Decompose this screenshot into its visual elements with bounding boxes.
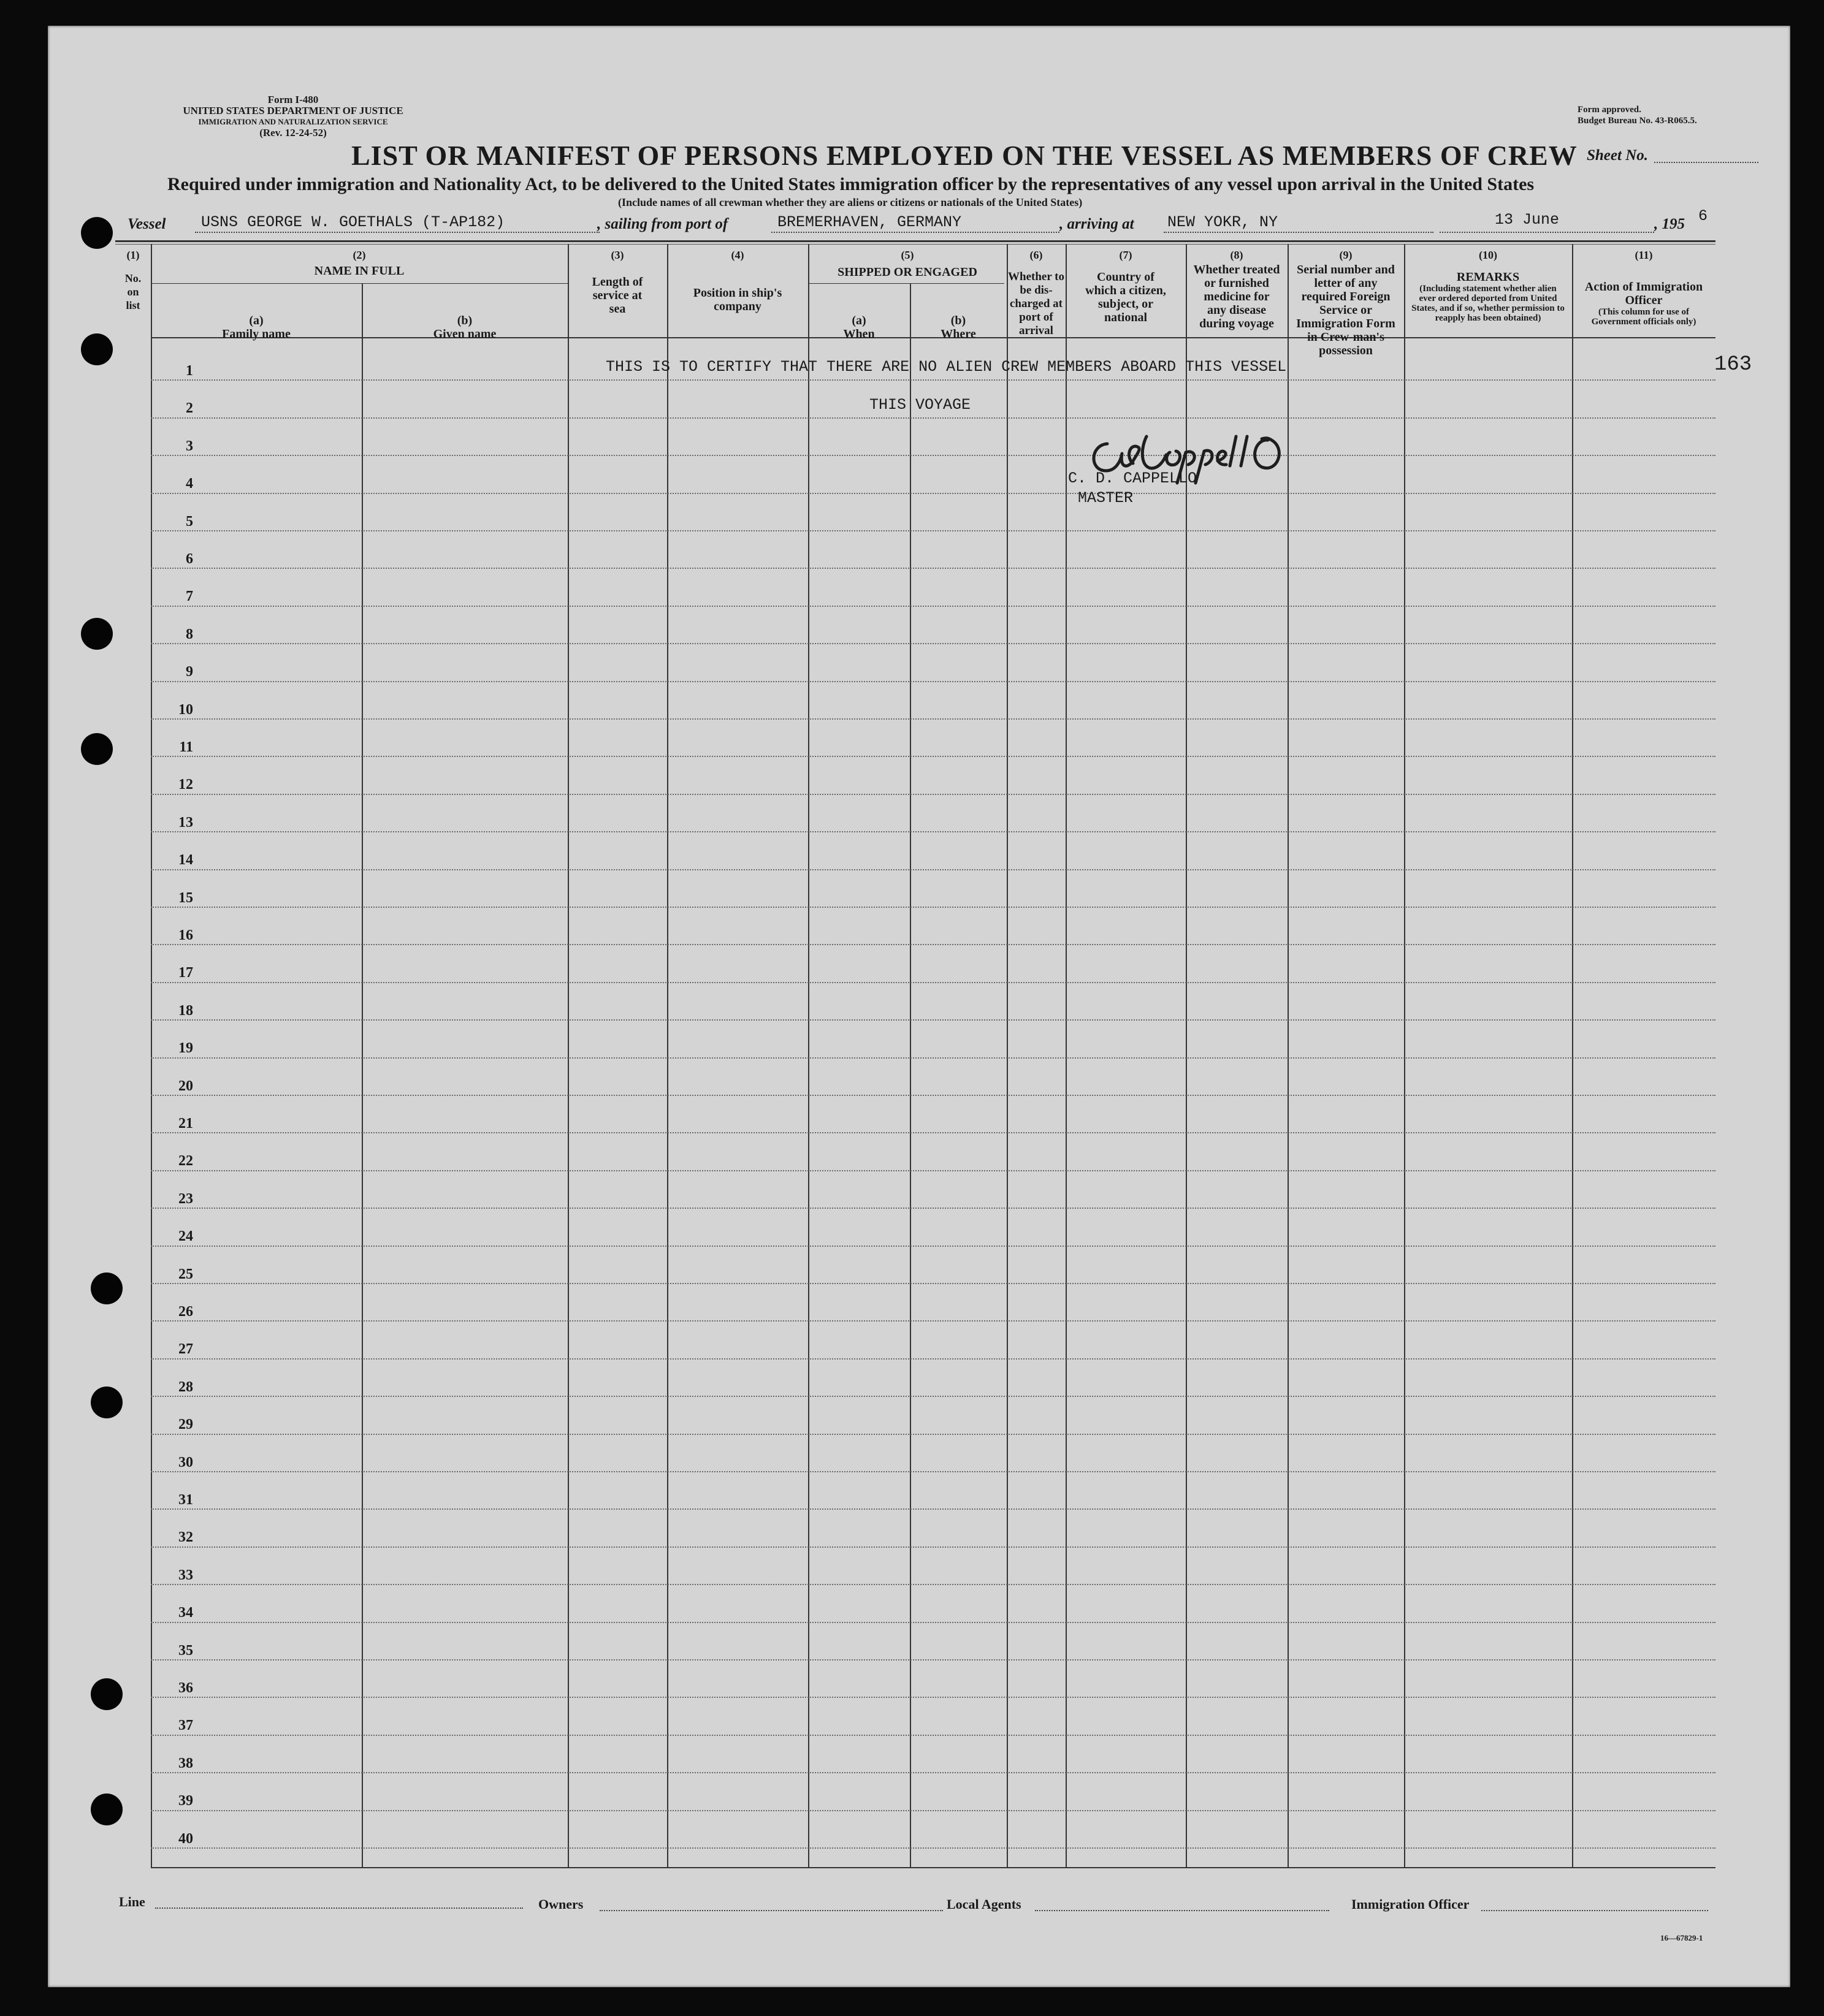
- row-rule: [151, 1622, 1715, 1623]
- print-code: 16—67829-1: [1660, 1933, 1703, 1942]
- row-number: 1: [186, 363, 193, 379]
- row-rule: [151, 417, 1715, 419]
- row-rule: [151, 982, 1715, 983]
- punch-hole: [81, 333, 113, 365]
- punch-hole: [91, 1793, 123, 1825]
- footer-immigration-officer-field: [1481, 1910, 1708, 1911]
- row-rule: [151, 1434, 1715, 1435]
- year-suffix: 6: [1698, 207, 1708, 225]
- row-rule: [151, 1772, 1715, 1773]
- row-number: 2: [186, 400, 193, 417]
- col-5b-header: (b) Where: [941, 314, 976, 341]
- row-number: 18: [178, 1002, 193, 1019]
- row-rule: [151, 1584, 1715, 1585]
- shipped-subheader-rule: [808, 283, 1004, 284]
- col-7-header: (7) Country of which a citizen, subject, or national: [1085, 249, 1166, 324]
- col-rule: [1066, 244, 1067, 1867]
- row-number: 5: [186, 513, 193, 530]
- row-number: 25: [178, 1266, 193, 1282]
- page-title: LIST OR MANIFEST OF PERSONS EMPLOYED ON THE VESSEL AS MEMBERS OF CREW: [351, 140, 1578, 171]
- name-subheader-rule: [151, 283, 568, 284]
- row-number: 9: [186, 664, 193, 680]
- sheet-no-line: [1654, 162, 1758, 163]
- row-rule: [151, 1847, 1715, 1849]
- voyage-text: THIS VOYAGE: [869, 396, 971, 414]
- row-rule: [151, 1546, 1715, 1548]
- row-number: 39: [178, 1793, 193, 1809]
- col-4-header: (4) Position in ship's company: [693, 249, 782, 313]
- col-11-header: (11) Action of Immigration Officer (This column for use of Government officials only): [1584, 249, 1703, 327]
- row-rule: [151, 1170, 1715, 1171]
- manifest-sheet: [48, 26, 1790, 1987]
- row-rule: [151, 1735, 1715, 1736]
- row-rule: [151, 756, 1715, 757]
- row-rule: [151, 530, 1715, 531]
- col-rule: [1404, 244, 1405, 1867]
- table-top-rule: [115, 240, 1715, 242]
- table-top-rule-thin: [115, 244, 1715, 245]
- arriving-label: , arriving at: [1059, 216, 1134, 232]
- footer-owners-label: Owners: [538, 1896, 584, 1912]
- row-rule: [151, 1358, 1715, 1360]
- footer-immigration-officer-label: Immigration Officer: [1351, 1896, 1470, 1912]
- arriving-value: NEW YOKR, NY: [1167, 213, 1278, 231]
- col-rule: [1288, 244, 1289, 1867]
- row-rule: [151, 1471, 1715, 1472]
- col-rule: [667, 244, 668, 1867]
- row-rule: [151, 1132, 1715, 1133]
- col-6-header: (6) Whether to be dis-charged at port of arrival: [1008, 249, 1064, 337]
- col-2a-header: (a) Family name: [222, 314, 291, 341]
- row-number: 20: [178, 1078, 193, 1094]
- row-number: 13: [178, 814, 193, 831]
- row-number: 40: [178, 1830, 193, 1847]
- department: UNITED STATES DEPARTMENT OF JUSTICE: [183, 105, 403, 116]
- row-number: 22: [178, 1153, 193, 1170]
- col-5-header: (5) SHIPPED OR ENGAGED: [838, 249, 977, 279]
- row-rule: [151, 1095, 1715, 1096]
- row-number: 31: [178, 1492, 193, 1508]
- row-number: 3: [186, 438, 193, 454]
- row-number: 17: [178, 965, 193, 981]
- row-number: 26: [178, 1304, 193, 1320]
- sailing-label: , sailing from port of: [597, 216, 728, 232]
- row-rule: [151, 1810, 1715, 1811]
- year-prefix: , 195: [1654, 216, 1685, 232]
- form-number: Form I-480: [267, 94, 319, 105]
- col-rule: [151, 244, 152, 1867]
- col-rule: [568, 244, 569, 1867]
- form-approved: Form approved.: [1578, 105, 1641, 115]
- certify-text: THIS IS TO CERTIFY THAT THERE ARE NO ALIEN CREW MEMBERS ABOARD THIS VESSEL: [606, 358, 1287, 376]
- row-number: 32: [178, 1529, 193, 1546]
- sailing-underline: [771, 232, 1059, 233]
- punch-hole: [91, 1386, 123, 1418]
- row-rule: [151, 643, 1715, 644]
- row-number: 23: [178, 1190, 193, 1207]
- col-rule: [1572, 244, 1573, 1867]
- date-value: 13 June: [1495, 211, 1560, 229]
- col-10-header: (10) REMARKS (Including statement whether alien ever ordered deported from United States, and if so, whether permission to reapply has been obtained): [1411, 249, 1565, 323]
- row-number: 24: [178, 1228, 193, 1245]
- vessel-value: USNS GEORGE W. GOETHALS (T-AP182): [201, 213, 505, 231]
- row-number: 15: [178, 889, 193, 906]
- row-number: 16: [178, 927, 193, 943]
- row-number: 21: [178, 1116, 193, 1132]
- row-number: 38: [178, 1755, 193, 1771]
- row-number: 14: [178, 852, 193, 869]
- sheet-no-label: Sheet No.: [1587, 147, 1648, 164]
- row-number: 10: [178, 701, 193, 718]
- row-rule: [151, 1508, 1715, 1510]
- row-rule: [151, 718, 1715, 720]
- required-text: Required under immigration and Nationality Act, to be delivered to the United States immigration officer by the representatives of any vessel upon arrival in the United States: [167, 174, 1535, 194]
- row-rule: [151, 455, 1715, 456]
- col-rule: [910, 283, 911, 1867]
- col-rule: [362, 283, 363, 1867]
- row-number: 35: [178, 1642, 193, 1659]
- punch-hole: [81, 217, 113, 249]
- col-9-header: (9) Serial number and letter of any required Foreign Service or Immigration Form in Crew-man's possession: [1296, 249, 1395, 357]
- row-rule: [151, 1057, 1715, 1059]
- table-bottom-rule: [151, 1867, 1715, 1868]
- row-rule: [151, 1697, 1715, 1698]
- include-text: (Include names of all crewman whether they are aliens or citizens or nationals of the United States): [618, 196, 1083, 208]
- row-number: 27: [178, 1341, 193, 1358]
- col-3-header: (3) Length of service at sea: [592, 249, 643, 316]
- row-number: 30: [178, 1454, 193, 1470]
- col-rule: [1186, 244, 1187, 1867]
- row-number: 4: [186, 476, 193, 492]
- row-number: 33: [178, 1567, 193, 1583]
- vessel-label: Vessel: [128, 216, 166, 232]
- row-number: 37: [178, 1717, 193, 1734]
- row-number: 34: [178, 1605, 193, 1621]
- row-rule: [151, 944, 1715, 945]
- row-rule: [151, 1396, 1715, 1397]
- date-underline: [1440, 232, 1654, 233]
- row-rule: [151, 606, 1715, 607]
- service: IMMIGRATION AND NATURALIZATION SERVICE: [198, 117, 388, 126]
- punch-hole: [81, 618, 113, 650]
- punch-hole: [91, 1678, 123, 1710]
- col-2-header: (2) NAME IN FULL: [314, 249, 405, 278]
- vessel-underline: [195, 232, 600, 233]
- row-number: 7: [186, 588, 193, 605]
- row-rule: [151, 907, 1715, 908]
- row-rule: [151, 1019, 1715, 1021]
- row-rule: [151, 681, 1715, 682]
- revision: (Rev. 12-24-52): [259, 127, 327, 139]
- row-rule: [151, 1208, 1715, 1209]
- col-5a-header: (a) When: [843, 314, 875, 341]
- row-number: 36: [178, 1680, 193, 1696]
- footer-local-agents-label: Local Agents: [947, 1896, 1021, 1912]
- col-rule: [808, 244, 809, 1867]
- arriving-underline: [1164, 232, 1433, 233]
- row-rule: [151, 568, 1715, 569]
- row-number: 28: [178, 1379, 193, 1395]
- row-rule: [151, 379, 1715, 381]
- row-number: 6: [186, 551, 193, 567]
- form-meta-right: [1578, 104, 1697, 126]
- row-rule: [151, 831, 1715, 832]
- punch-hole: [81, 733, 113, 765]
- footer-line-label: Line: [119, 1894, 145, 1909]
- sailing-value: BREMERHAVEN, GERMANY: [777, 213, 962, 231]
- row-rule: [151, 1659, 1715, 1660]
- master-title: MASTER: [1078, 489, 1134, 507]
- row-number: 19: [178, 1040, 193, 1057]
- budget-bureau: Budget Bureau No. 43-R065.5.: [1578, 116, 1697, 126]
- row-number: 8: [186, 626, 193, 642]
- row-rule: [151, 1283, 1715, 1284]
- master-name: C. D. CAPPELLO: [1068, 470, 1197, 487]
- row-rule: [151, 1246, 1715, 1247]
- col-2b-header: (b) Given name: [433, 314, 497, 341]
- col-1-header: (1) No. on list: [124, 249, 142, 311]
- row-rule: [151, 794, 1715, 795]
- row-rule: [151, 1320, 1715, 1322]
- row-number: 11: [179, 739, 193, 755]
- col-8-header: (8) Whether treated or furnished medicine for any disease during voyage: [1193, 249, 1280, 330]
- form-meta-left: [146, 94, 440, 139]
- row-number: 12: [178, 777, 193, 793]
- footer-line-field: [155, 1908, 523, 1909]
- row-rule: [151, 493, 1715, 494]
- row-number: 29: [178, 1417, 193, 1433]
- footer-local-agents-field: [1035, 1910, 1329, 1911]
- punch-hole: [91, 1272, 123, 1304]
- row-rule: [151, 869, 1715, 870]
- footer-owners-field: [600, 1910, 943, 1911]
- stamp-number: 163: [1714, 353, 1752, 376]
- col-rule: [1007, 244, 1008, 1867]
